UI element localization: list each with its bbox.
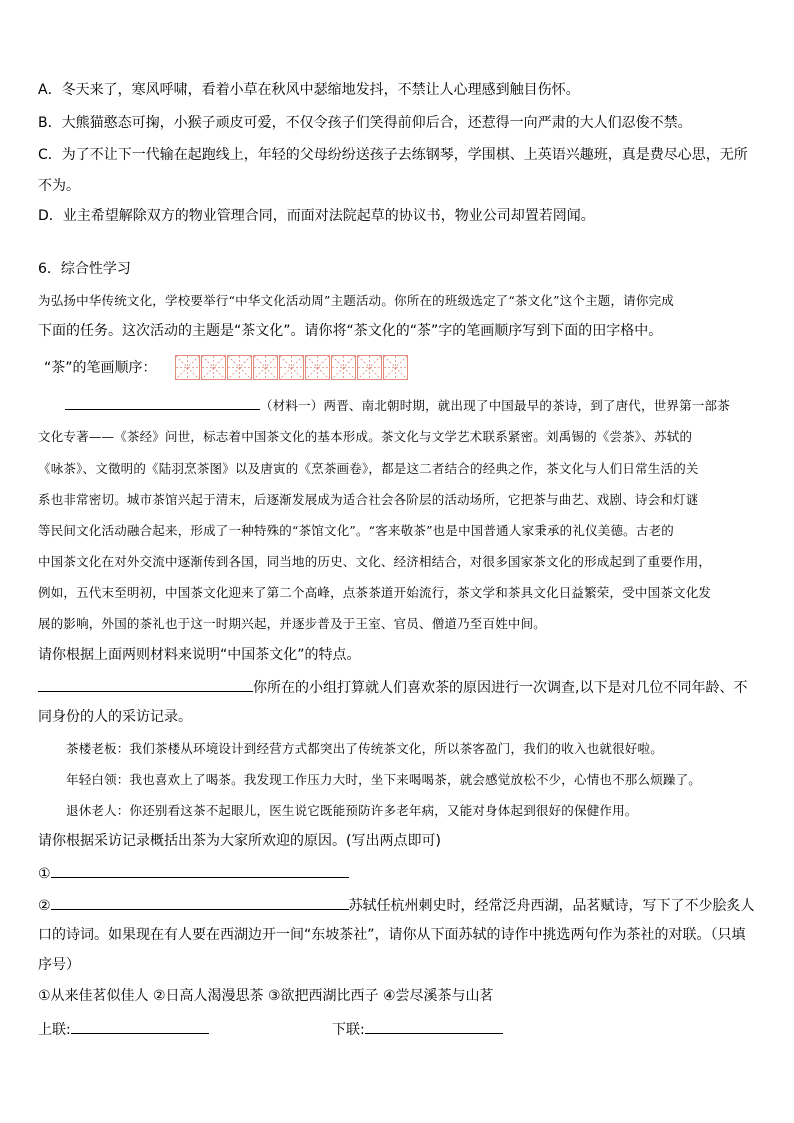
sushi-line-2: 口的诗词。如果现在有人要在西湖边开一间“东坡茶社”，请你从下面苏轼的诗作中挑选两句作为茶社的对联。（只填 <box>38 927 746 943</box>
material-line-8: 展的影响，外国的茶礼也于这一时期兴起，并逐步普及于王室、官员、僧道乃至百姓中间。 <box>38 616 547 631</box>
question-6-title: 6．综合性学习 <box>38 261 131 277</box>
survey-text: 你所在的小组打算就人们喜欢茶的原因进行一次调查,以下是对几位不同年龄、不 <box>253 680 748 696</box>
sushi-line-3: 序号） <box>38 957 80 973</box>
circle-two-marker: ② <box>38 898 51 914</box>
material-text: （材料一）两晋、南北朝时期，就出现了中国最早的茶诗，到了唐代，世界第一部茶 <box>260 398 730 413</box>
sushi-text: 苏轼任杭州刺史时，经常泛舟西湖，品茗赋诗，写下了不少脍炙人 <box>348 898 755 914</box>
grid-cell[interactable] <box>175 355 200 380</box>
answer-line-1 <box>38 862 349 884</box>
ask-characteristics: 请你根据上面两则材料来说明“中国茶文化”的特点。 <box>38 647 361 663</box>
grid-cell[interactable] <box>227 355 252 380</box>
upper-couplet-label: 上联: <box>38 1022 71 1038</box>
grid-cell[interactable] <box>305 355 330 380</box>
material-line-7: 例如，五代末至明初，中国茶文化迎来了第二个高峰，点茶茶道开始流行，茶文学和茶具文化日益繁荣，受中国茶文化发 <box>38 585 712 600</box>
lower-couplet-label: 下联: <box>332 1022 365 1038</box>
interview-young-worker: 年轻白领：我也喜欢上了喝茶。我发现工作压力大时，坐下来喝喝茶，就会感觉放松不少，心情也不那么烦躁了。 <box>66 772 702 787</box>
couplet-lower <box>332 1018 503 1040</box>
ask-reasons: 请你根据采访记录概括出茶为大家所欢迎的原因。(写出两点即可) <box>38 833 441 849</box>
answer-blank[interactable] <box>51 894 349 910</box>
material-line-6: 中国茶文化在对外交流中逐渐传到各国，同当地的历史、文化、经济相结合，对很多国家茶文化的形成起到了重要作用， <box>38 554 712 569</box>
option-d: D．业主希望解除双方的物业管理合同，而面对法院起草的协议书，物业公司却置若罔闻。 <box>38 208 595 224</box>
question-6-intro-line2: 下面的任务。这次活动的主题是“茶文化”。请你将“茶文化的“茶”字的笔画顺序写到下面的田字格中。 <box>38 323 663 339</box>
material-line-4: 系也非常密切。城市茶馆兴起于清末，后逐渐发展成为适合社会各阶层的活动场所，它把茶与曲艺、戏剧、诗会和灯谜 <box>38 492 699 507</box>
question-6-intro-line1: 为弘扬中华传统文化，学校要举行“中华文化活动周”主题活动。你所在的班级选定了“茶文化”这个主题，请你完成 <box>38 293 674 308</box>
material-line-1 <box>65 394 730 416</box>
option-a: A．冬天来了，寒风呼啸，看着小草在秋风中瑟缩地发抖，不禁让人心理感到触目伤怀。 <box>38 82 580 98</box>
answer-blank[interactable] <box>38 676 253 692</box>
interview-tea-owner: 茶楼老板：我们茶楼从环境设计到经营方式都突出了传统茶文化，所以茶客盈门，我们的收入也就很好啦。 <box>66 741 663 756</box>
stroke-order-label: “茶”的笔画顺序： <box>44 360 157 376</box>
circle-one-marker: ① <box>38 866 51 882</box>
couplet-upper <box>38 1018 209 1040</box>
option-b: B．大熊猫憨态可掬，小猴子顽皮可爱，不仅令孩子们笑得前仰后合，还惹得一向严肃的大人们忍俊不禁。 <box>38 115 692 131</box>
option-c-line1: C．为了不让下一代输在起跑线上，年轻的父母纷纷送孩子去练钢琴，学围棋、上英语兴趣班，真是费尽心思，无所 <box>38 147 748 163</box>
answer-blank[interactable] <box>51 862 349 878</box>
grid-cell[interactable] <box>279 355 304 380</box>
survey-line-2: 同身份的人的采访记录。 <box>38 709 192 725</box>
material-line-2: 文化专著——《茶经》问世，标志着中国茶文化的基本形成。茶文化与文学艺术联系紧密。刘禹锡的《尝茶》、苏轼的 <box>38 429 693 444</box>
grid-cell[interactable] <box>357 355 382 380</box>
interview-retiree: 退休老人：你还别看这茶不起眼儿，医生说它既能预防许多老年病，又能对身体起到很好的保健作用。 <box>66 803 638 818</box>
survey-line-1 <box>38 676 747 698</box>
grid-cell[interactable] <box>383 355 408 380</box>
material-line-3: 《咏茶》、文徵明的《陆羽烹茶图》以及唐寅的《烹茶画卷》，都是这二者结合的经典之作，茶文化与人们日常生活的关 <box>38 461 699 476</box>
upper-couplet-blank[interactable] <box>71 1018 209 1034</box>
poem-options: ①从来佳茗似佳人 ②日高人渴漫思茶 ③欲把西湖比西子 ④尝尽溪茶与山茗 <box>38 988 494 1004</box>
tian-zi-grid[interactable] <box>175 355 409 380</box>
option-c-line2: 不为。 <box>38 178 80 194</box>
answer-line-2 <box>38 894 755 916</box>
grid-cell[interactable] <box>331 355 356 380</box>
answer-blank[interactable] <box>65 394 260 410</box>
lower-couplet-blank[interactable] <box>365 1018 503 1034</box>
material-line-5: 等民间文化活动融合起来，形成了一种特殊的“茶馆文化”。“客来敬茶”也是中国普通人家秉承的礼仪美德。古老的 <box>38 523 674 538</box>
grid-cell[interactable] <box>201 355 226 380</box>
grid-cell[interactable] <box>253 355 278 380</box>
